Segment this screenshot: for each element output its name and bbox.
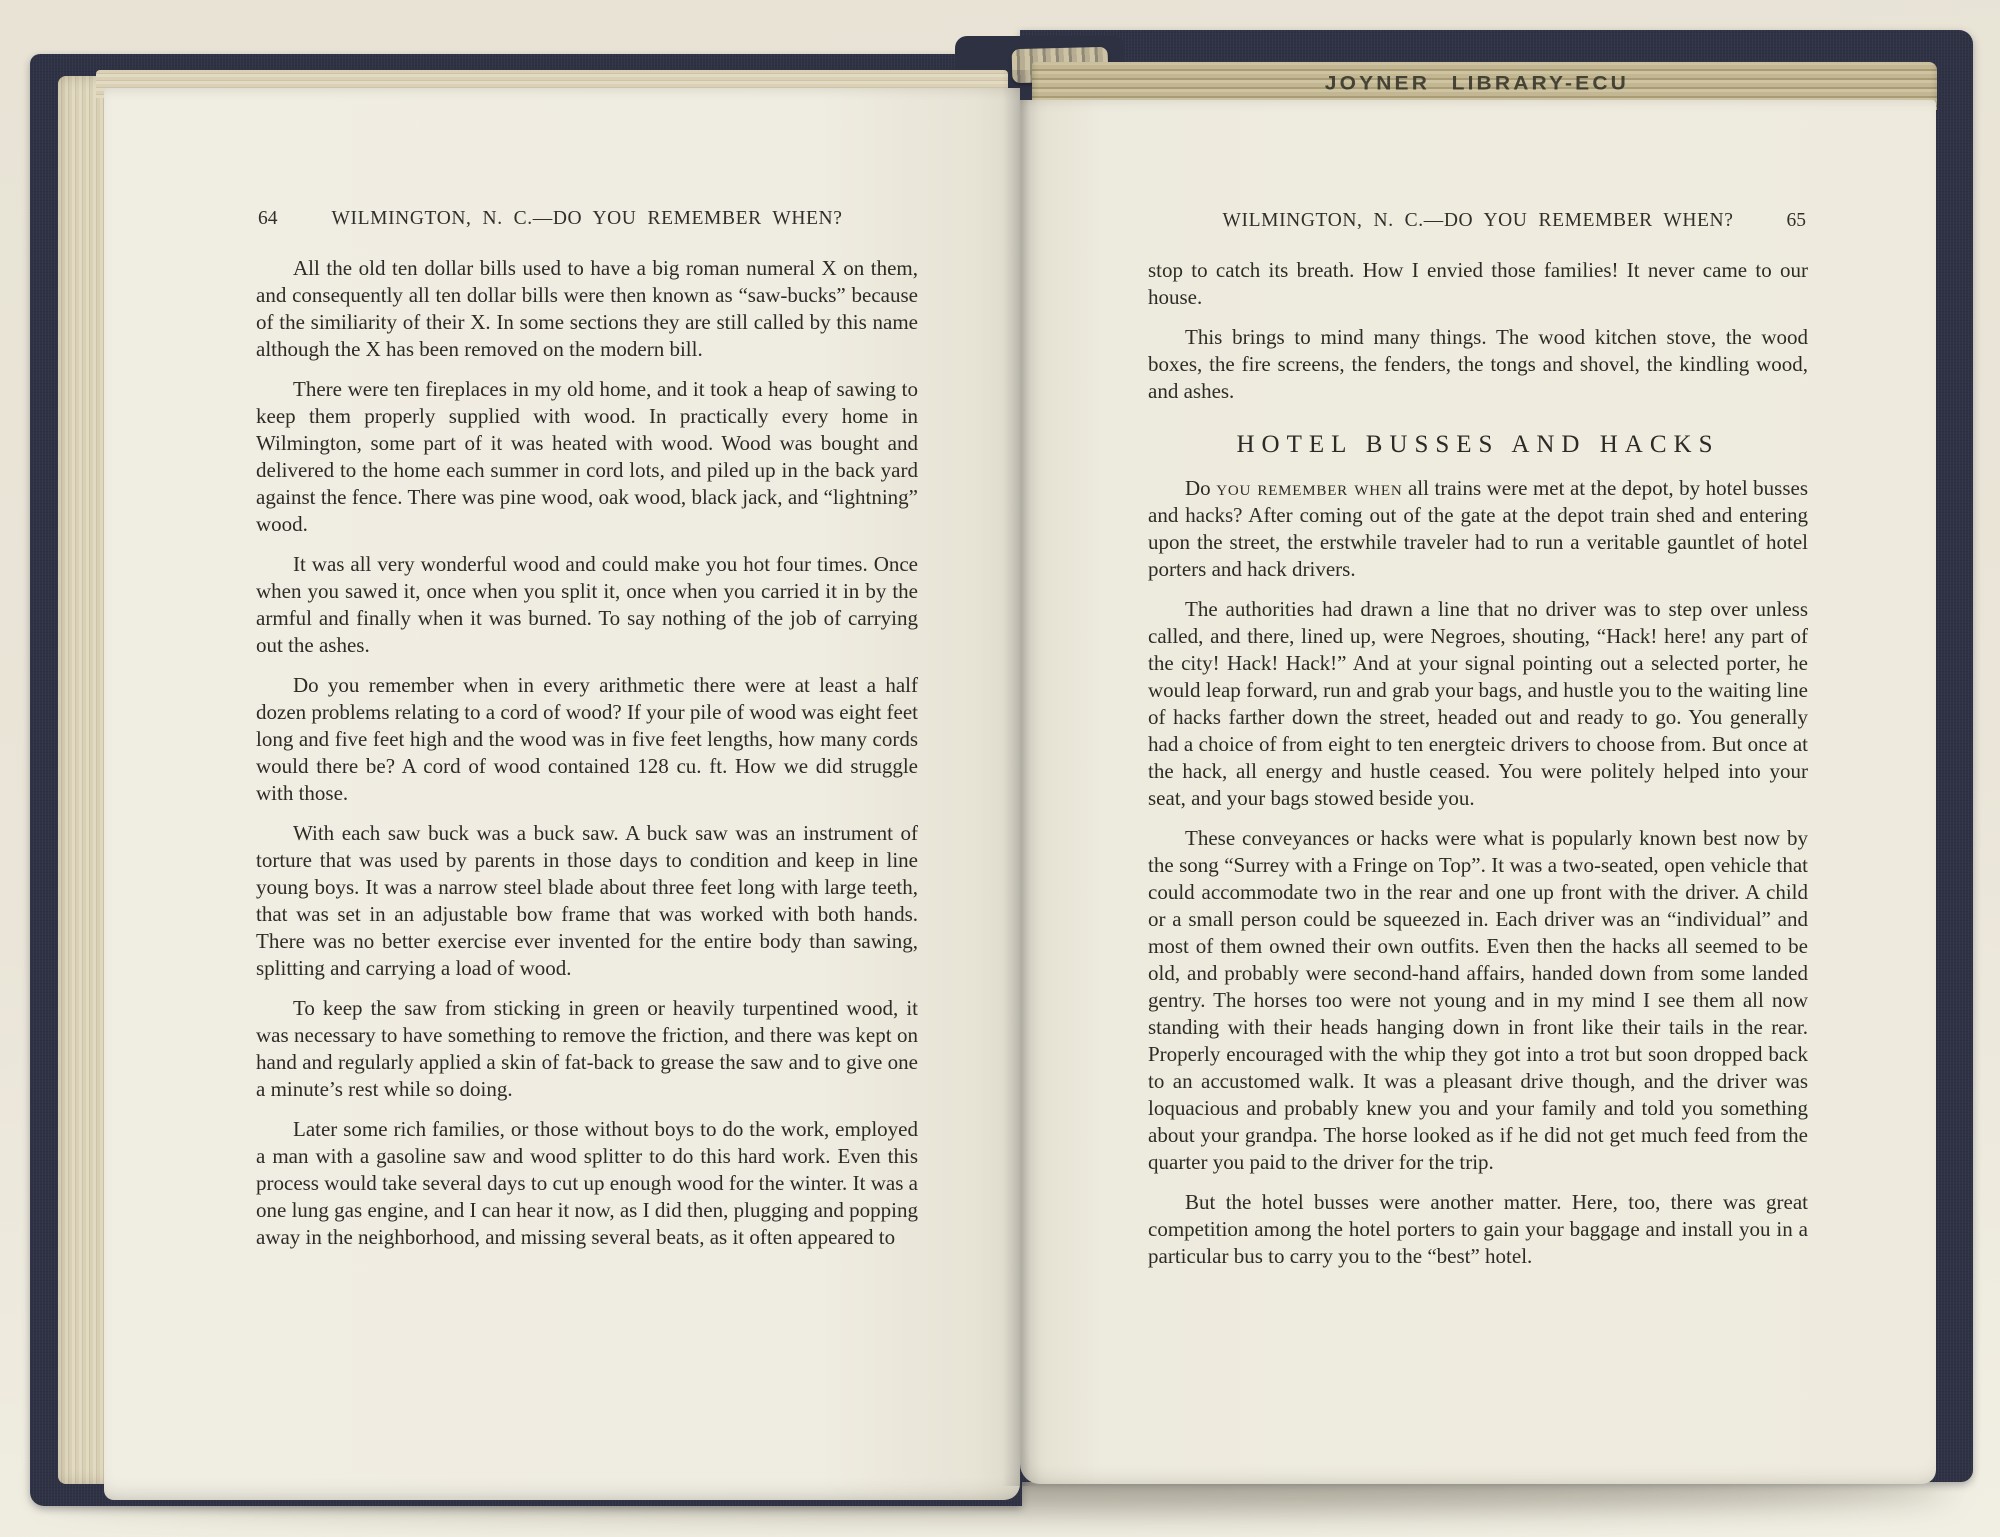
paragraph: All the old ten dollar bills used to have a big roman numeral X on them, and consequently all ten dollar bills were then known as “saw-bucks” because of the similiarity of their X. In some sections they are still called by this name although the X has been removed on the modern bill. [256, 256, 918, 361]
right-page-number: 65 [1786, 210, 1806, 231]
left-page-body [256, 255, 918, 1251]
right-page-text-block [1148, 210, 1808, 1283]
paragraph: With each saw buck was a buck saw. A buck saw was an instrument of torture that was used by parents in those days to condition and keep in line young boys. It was a narrow steel blade about three feet long with large teeth, that was set in an adjustable bow frame that was worked with both hands. There was no better exercise ever invented for the entire body than sawing, splitting and carrying a load of wood. [256, 821, 918, 980]
paragraph-smallcaps: you remember when [1216, 476, 1403, 500]
left-page-number: 64 [258, 208, 278, 229]
paragraph: There were ten fireplaces in my old home, and it took a heap of sawing to keep them properly supplied with wood. In practically every home in Wilmington, some part of it was heated with wood. Wood was bought and delivered to the home each summer in cord lots, and piled up in the back yard against the fence. There was pine wood, oak wood, black jack, and “lightning” wood. [256, 377, 918, 536]
paragraph: The authorities had drawn a line that no driver was to step over unless called, and there, lined up, were Negroes, shouting, “Hack! here! any part of the city! Hack! Hack!” And at your signal pointing out a selected porter, he would leap forward, run and grab your bags, and hustle you to the waiting line of hacks farther down the street, headed out and ready to go. You generally had a choice of from eight to ten energteic drivers to choose from. But once at the hack, all energy and hustle ceased. You were politely helped into your seat, and your bags stowed beside you. [1148, 597, 1808, 810]
paragraph: Later some rich families, or those without boys to do the work, employed a man with a gasoline saw and wood splitter to do this hard work. Even this process would take several days to cut up enough wood for the winter. It was a one lung gas engine, and I can hear it now, as I did then, plugging and popping away in the neighborhood, and missing several beats, as it often appeared to [256, 1117, 918, 1249]
left-running-head [256, 208, 918, 234]
paragraph: Do you remember when in every arithmetic there were at least a half dozen problems relating to a cord of wood? If your pile of wood was eight feet long and five feet high and the wood was in five feet lengths, how many cords would there be? A cord of wood contained 128 cu. ft. How we did struggle with those. [256, 673, 918, 805]
paragraph: To keep the saw from sticking in green or heavily turpentined wood, it was necessary to have something to remove the friction, and there was kept on hand and regularly applied a skin of fat-back to grease the saw and to give one a minute’s rest while so doing. [256, 996, 918, 1101]
paragraph: This brings to mind many things. The wood kitchen stove, the wood boxes, the fire screens, the fenders, the tongs and shovel, the kindling wood, and ashes. [1148, 325, 1808, 403]
right-page [1020, 100, 1936, 1484]
right-running-title: WILMINGTON, N. C.—DO YOU REMEMBER WHEN? [1222, 210, 1734, 231]
paragraph-rest: all trains were met at the depot, by hotel busses and hacks? After coming out of the gate at the depot train shed and entering upon the street, the erstwhile traveler had to run a veritable gauntlet of hotel porters and hack drivers. [1148, 476, 1809, 581]
left-running-title: WILMINGTON, N. C.—DO YOU REMEMBER WHEN? [331, 208, 843, 229]
left-page [104, 88, 1020, 1500]
paragraph: These conveyances or hacks were what is popularly known best now by the song “Surrey with a Fringe on Top”. It was a two-seated, open vehicle that could accommodate two in the rear and one up front with the driver. A child or a small person could be squeezed in. Each driver was an “individual” and most of them owned their own outfits. Even then the hacks all seemed to be old, and probably were second-hand affairs, handed down from some landed gentry. The horses too were not young and in my mind I see them all now standing with their heads hanging down in front like their tails in the rear. Properly encouraged with the whip they got into a trot but soon dropped back to an accustomed walk. It was a pleasant drive though, and the driver was loquacious and probably knew you and your family and told you something about your grandpa. The horse looked as if he did not get much feed from the quarter you paid to the driver for the trip. [1148, 826, 1808, 1174]
paragraph-opener: Do [1185, 476, 1211, 500]
right-page-body [1148, 257, 1808, 1270]
paragraph [1148, 475, 1808, 583]
paragraph-continuation: stop to catch its breath. How I envied those families! It never came to our house. [1148, 258, 1808, 309]
library-stamp: JOYNER LIBRARY-ECU [1324, 73, 1629, 95]
section-heading: HOTEL BUSSES AND HACKS [1236, 431, 1720, 458]
left-page-text-block [256, 208, 918, 1264]
paragraph: But the hotel busses were another matter. Here, too, there was great competition among the hotel porters to gain your baggage and install you in a particular bus to carry you to the “best” hotel. [1148, 1190, 1808, 1268]
paragraph: It was all very wonderful wood and could make you hot four times. Once when you sawed it, once when you split it, once when you carried it in by the armful and finally when it was burned. To say nothing of the job of carrying out the ashes. [256, 552, 918, 657]
right-running-head [1148, 210, 1808, 236]
